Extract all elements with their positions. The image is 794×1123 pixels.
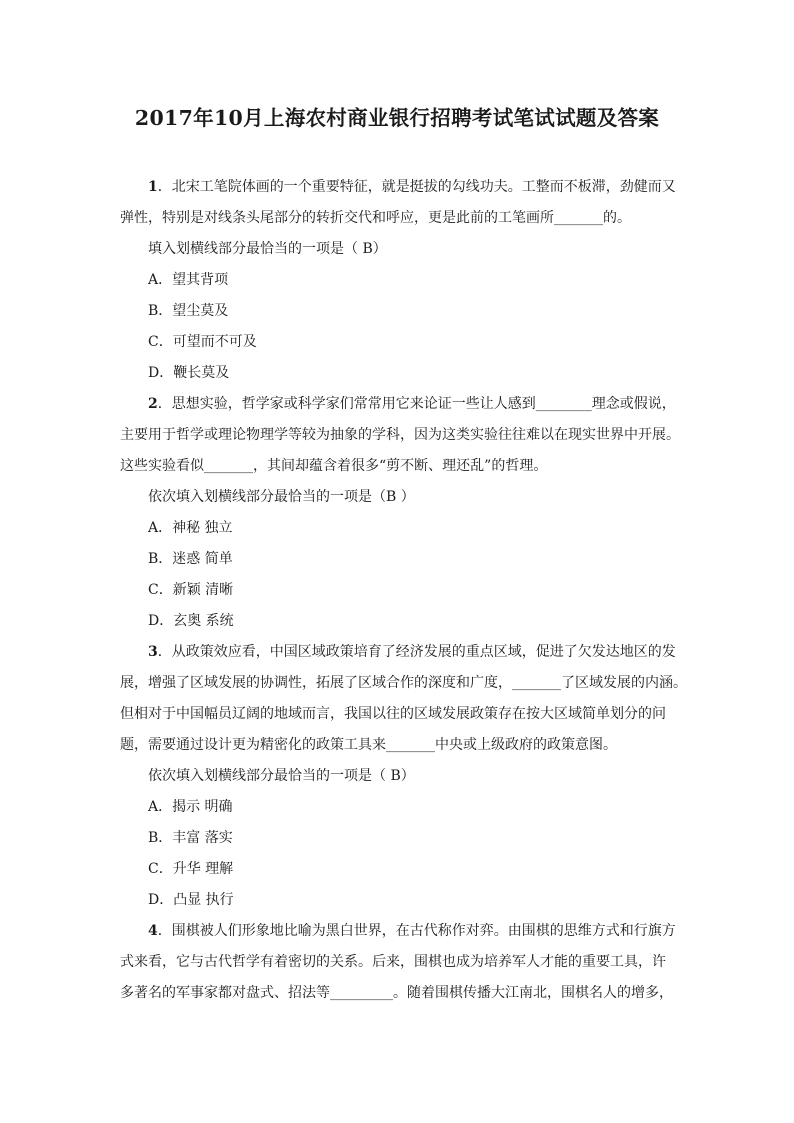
option-a: A．揭示 明确 [148, 799, 233, 815]
option-c: C．新颖 清晰 [148, 582, 234, 598]
question-stem [120, 172, 690, 234]
stem-line: ．围棋被人们形象地比喻为黑白世界，在古代称作对弈。由围棋的思维方式和行旗方 [157, 923, 676, 939]
stem-line: 但相对于中国幅员辽阔的地域而言，我国以往的区域发展政策存在按大区域简单划分的问 [120, 706, 666, 722]
stem-line: 主要用于哲学或理论物理学等较为抽象的学科，因为这类实验往往难以在现实世界中开展。 [120, 427, 680, 443]
option-d: D．凸显 执行 [148, 892, 234, 908]
stem-line: 式来看，它与古代哲学有着密切的关系。后来，围棋也成为培养军人才能的重要工具，许 [120, 954, 666, 970]
stem-line: 展，增强了区域发展的协调性，拓展了区域合作的深度和广度，_______了区域发展的内涵。 [120, 675, 687, 691]
question-stem [120, 389, 690, 482]
stem-line: 弹性，特别是对线条头尾部分的转折交代和呼应，更是此前的工笔画所_______的。 [120, 210, 631, 226]
question-list [120, 172, 690, 1009]
question-2 [120, 389, 690, 637]
question-4 [120, 916, 690, 1009]
option-a: A．神秘 独立 [148, 520, 233, 536]
question-number: 2 [148, 396, 158, 412]
stem-line: 这些实验看似_______，其间却蕴含着很多“剪不断、理还乱”的哲理。 [120, 458, 548, 474]
option-b: B．迷惑 简单 [148, 551, 233, 567]
question-1 [120, 172, 690, 389]
option-d: D．鞭长莫及 [148, 365, 230, 381]
document-title: 2017年10月上海农村商业银行招聘考试笔试试题及答案 [134, 106, 660, 130]
option-c: C．可望而不可及 [148, 334, 257, 350]
option-c: C．升华 理解 [148, 861, 234, 877]
option-d: D．玄奥 系统 [148, 613, 234, 629]
question-3 [120, 637, 690, 916]
question-number: 3 [148, 644, 158, 660]
stem-line: 多著名的军事家都对盘式、招法等_________。随着围棋传播大江南北，围棋名人的增多， [120, 985, 673, 1001]
option-b: B．望尘莫及 [148, 303, 229, 319]
question-prompt: 依次填入划横线部分最恰当的一项是（ B） [148, 768, 415, 784]
stem-line: ．思想实验，哲学家或科学家们常常用它来论证一些让人感到________理念或假说， [157, 396, 676, 412]
question-stem [120, 637, 690, 761]
stem-line: ．从政策效应看，中国区域政策培育了经济发展的重点区域，促进了欠发达地区的发 [157, 644, 676, 660]
option-b: B．丰富 落实 [148, 830, 233, 846]
question-prompt: 填入划横线部分最恰当的一项是（ B） [148, 241, 387, 257]
question-stem [120, 916, 690, 1009]
question-number: 1 [148, 179, 158, 195]
question-number: 4 [148, 923, 158, 939]
question-prompt: 依次填入划横线部分最恰当的一项是（B ） [148, 489, 415, 505]
stem-line: 题，需要通过设计更为精密化的政策工具来_______中央或上级政府的政策意图。 [120, 737, 617, 753]
option-a: A．望其背项 [148, 272, 229, 288]
stem-line: ．北宋工笔院体画的一个重要特征，就是挺拔的勾线功夫。工整而不板滞，劲健而又 [157, 179, 676, 195]
